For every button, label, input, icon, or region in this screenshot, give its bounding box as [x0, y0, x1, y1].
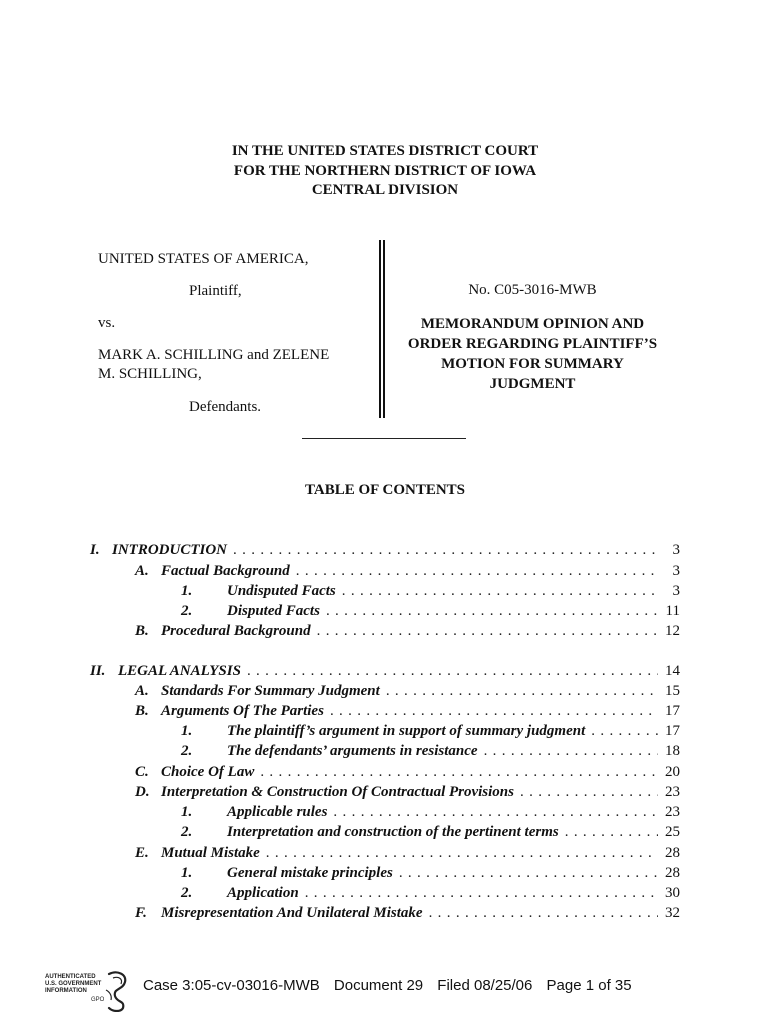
defendants-name-line2: M. SCHILLING, — [98, 366, 202, 382]
toc-entry-number: 1. — [181, 723, 193, 739]
toc-entry-page: 28 — [665, 865, 680, 881]
toc-entry-page: 3 — [672, 563, 680, 579]
dot-leader — [393, 863, 658, 883]
plaintiff-name: UNITED STATES OF AMERICA, — [98, 251, 309, 267]
court-header — [0, 142, 770, 201]
dot-leader — [311, 621, 658, 641]
document-title — [390, 314, 675, 394]
toc-entry[interactable] — [135, 843, 680, 863]
toc-entry-page: 18 — [665, 743, 680, 759]
toc-entry-number: A. — [135, 563, 149, 579]
defendants-name-line1: MARK A. SCHILLING and ZELENE — [98, 347, 330, 363]
dot-leader — [585, 721, 658, 741]
toc-entry[interactable] — [181, 741, 680, 761]
toc-entry-title: INTRODUCTION — [112, 542, 228, 558]
dot-leader — [423, 903, 658, 923]
toc-entry-title: Interpretation and construction of the pertinent terms — [227, 824, 559, 840]
toc-entry[interactable] — [135, 561, 680, 581]
toc-entry[interactable] — [135, 762, 680, 782]
dot-leader — [320, 601, 658, 621]
footer-filed-date: Filed 08/25/06 — [437, 977, 533, 994]
toc-entry[interactable] — [135, 701, 680, 721]
court-district: FOR THE NORTHERN DISTRICT OF IOWA — [233, 162, 537, 179]
dot-leader — [336, 581, 658, 601]
toc-entry[interactable] — [181, 883, 680, 903]
toc-entry-title: Undisputed Facts — [227, 583, 336, 599]
toc-entry-title: The plaintiff’s argument in support of summary judgment — [227, 723, 586, 739]
toc-entry[interactable] — [181, 581, 680, 601]
toc-heading: TABLE OF CONTENTS — [304, 482, 466, 498]
toc-entry-title: Factual Background — [161, 563, 290, 579]
eagle-icon — [103, 970, 131, 1012]
toc-entry-number: 2. — [181, 885, 193, 901]
toc-entry-page: 14 — [665, 663, 680, 679]
toc-entry-page: 32 — [665, 905, 680, 921]
toc-entry-page: 28 — [665, 845, 680, 861]
toc-entry-number: F. — [135, 905, 147, 921]
caption-divider — [379, 240, 385, 418]
dot-leader — [478, 741, 658, 761]
dot-leader — [324, 701, 658, 721]
toc-entry-title: Arguments Of The Parties — [161, 703, 324, 719]
toc-entry-page: 11 — [665, 603, 680, 619]
toc-entry[interactable] — [181, 863, 680, 883]
document-title-line2: ORDER REGARDING PLAINTIFF’S — [407, 336, 658, 352]
toc-entry-title: Procedural Background — [161, 623, 311, 639]
dot-leader — [327, 802, 658, 822]
toc-entry-number: D. — [135, 784, 150, 800]
toc-entry-title: Disputed Facts — [227, 603, 320, 619]
toc-entry-number: 1. — [181, 583, 193, 599]
toc-entry[interactable] — [181, 822, 680, 842]
dot-leader — [260, 843, 658, 863]
toc-entry-title: Mutual Mistake — [161, 845, 260, 861]
toc-entry-title: Choice Of Law — [161, 764, 255, 780]
toc-entry-title: Misrepresentation And Unilateral Mistake — [161, 905, 423, 921]
versus: vs. — [98, 315, 116, 331]
toc-entry-page: 23 — [665, 784, 680, 800]
court-division: CENTRAL DIVISION — [311, 182, 459, 198]
document-title-line3: MOTION FOR SUMMARY — [441, 356, 624, 372]
toc-entry-page: 3 — [672, 542, 680, 558]
toc-entry-number: E. — [135, 845, 149, 861]
dot-leader — [380, 681, 658, 701]
toc-entry[interactable] — [181, 721, 680, 741]
toc-entry-page: 25 — [665, 824, 680, 840]
toc-entry-number: II. — [90, 663, 106, 679]
toc-entry-page: 20 — [665, 764, 680, 780]
dot-leader — [254, 762, 658, 782]
toc-entry[interactable] — [181, 802, 680, 822]
dot-leader — [299, 883, 658, 903]
toc-entry-title: The defendants’ arguments in resistance — [227, 743, 478, 759]
toc-entry[interactable] — [135, 903, 680, 923]
toc-entry-page: 30 — [665, 885, 680, 901]
separator-rule — [302, 438, 466, 439]
dot-leader — [290, 561, 658, 581]
toc-entry-number: A. — [135, 683, 149, 699]
case-number: No. C05-3016-MWB — [468, 282, 597, 298]
toc-entry-number: I. — [90, 542, 100, 558]
toc-entry-title: Standards For Summary Judgment — [161, 683, 380, 699]
toc-entry-page: 17 — [665, 723, 680, 739]
toc-entry-number: 2. — [181, 603, 193, 619]
footer-case-number: Case 3:05-cv-03016-MWB — [143, 977, 320, 994]
gpo-authentication-logo — [45, 970, 131, 1012]
toc-entry-title: General mistake principles — [227, 865, 393, 881]
dot-leader — [241, 661, 658, 681]
toc-entry-page: 23 — [665, 804, 680, 820]
toc-entry-title: Application — [227, 885, 299, 901]
document-title-line4: JUDGMENT — [489, 376, 576, 392]
toc-entry-page: 12 — [665, 623, 680, 639]
logo-text-line2: U.S. GOVERNMENT — [45, 981, 102, 987]
plaintiff-role: Plaintiff, — [189, 283, 242, 299]
document-title-line1: MEMORANDUM OPINION AND — [420, 316, 645, 332]
toc-entry-page: 17 — [665, 703, 680, 719]
toc-entry-number: 1. — [181, 804, 193, 820]
toc-entry[interactable] — [135, 621, 680, 641]
toc-entry-number: B. — [135, 623, 149, 639]
toc-entry-number: 2. — [181, 824, 193, 840]
toc-entry[interactable] — [135, 782, 680, 802]
toc-entry-number: B. — [135, 703, 149, 719]
toc-entry-number: 2. — [181, 743, 193, 759]
logo-text-line1: AUTHENTICATED — [45, 974, 96, 980]
logo-text-line3: INFORMATION — [45, 988, 87, 994]
toc-entry-page: 3 — [672, 583, 680, 599]
toc-entry[interactable] — [135, 681, 680, 701]
toc-entry[interactable] — [90, 661, 680, 681]
toc-entry[interactable] — [181, 601, 680, 621]
logo-text-gpo: GPO — [91, 997, 105, 1003]
toc-entry-page: 15 — [665, 683, 680, 699]
footer-document-number: Document 29 — [333, 977, 424, 994]
toc-entry-number: C. — [135, 764, 149, 780]
defendants-role: Defendants. — [189, 399, 262, 415]
footer-page-number: Page 1 of 35 — [546, 977, 632, 994]
page-footer — [143, 977, 642, 994]
toc-entry-title: LEGAL ANALYSIS — [118, 663, 241, 679]
toc-entry-title: Interpretation & Construction Of Contractual Provisions — [161, 784, 514, 800]
toc-entry-title: Applicable rules — [227, 804, 328, 820]
court-name: IN THE UNITED STATES DISTRICT COURT — [231, 143, 539, 159]
toc-entry-number: 1. — [181, 865, 193, 881]
toc-entry[interactable] — [90, 540, 680, 560]
dot-leader — [227, 540, 658, 560]
dot-leader — [559, 822, 658, 842]
dot-leader — [514, 782, 658, 802]
